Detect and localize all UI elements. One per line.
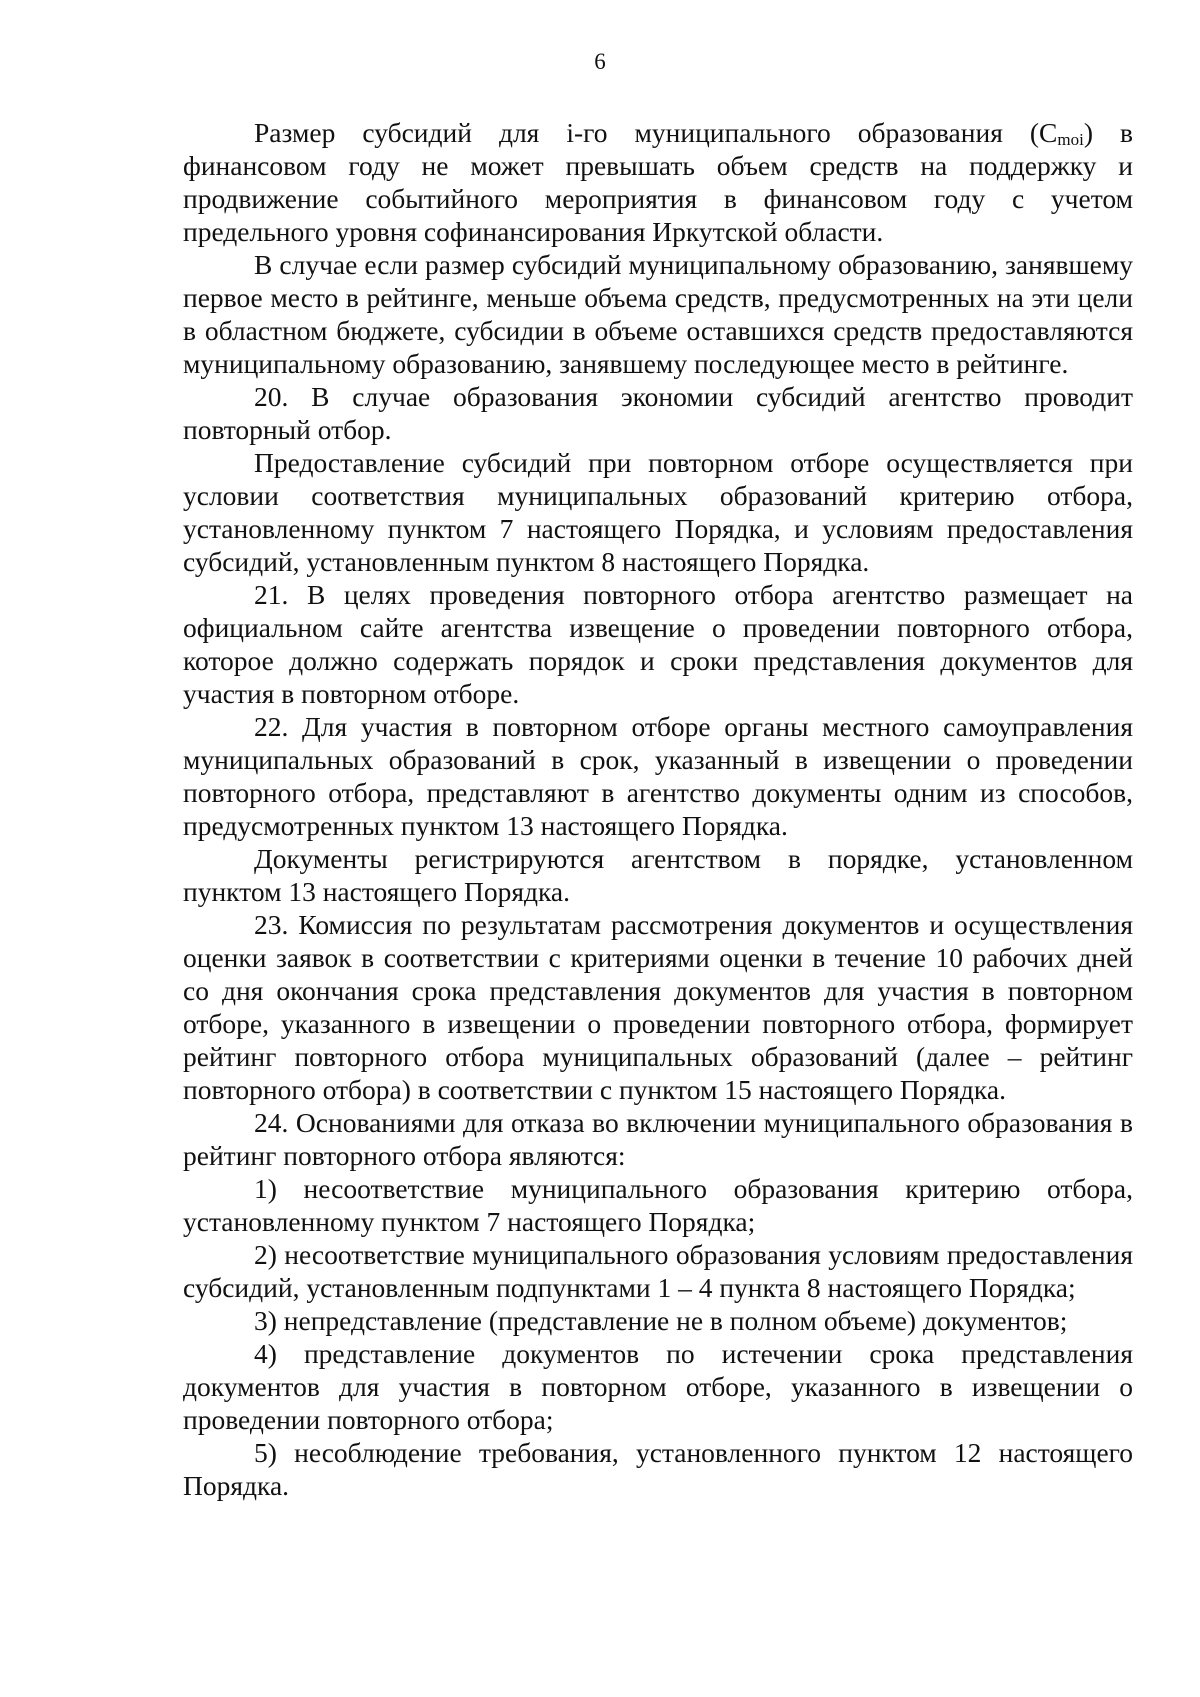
paragraph-item-20: 20. В случае образования экономии субсидий агентство проводит повторный отбор. (183, 381, 1133, 445)
list-item-5: 5) несоблюдение требования, установленного пунктом 12 настоящего Порядка. (183, 1437, 1133, 1501)
list-item-4: 4) представление документов по истечении срока представления документов для участия в повторном отборе, указанного в извещении о проведении повторного отбора; (183, 1338, 1133, 1435)
paragraph-item-23: 23. Комиссия по результатам рассмотрения документов и осуществления оценки заявок в соответствии с критериями оценки в течение 10 рабочих дней со дня окончания срока представления документов для участия в повторном отборе, указанного в извещении о проведении повторного отбора, формирует рейтинг повторного отбора муниципальных образований (далее – рейтинг повторного отбора) в соответствии с пунктом 15 настоящего Порядка. (183, 909, 1133, 1105)
document-body (183, 116, 1133, 1502)
paragraph-repeat-selection-conditions: Предоставление субсидий при повторном отборе осуществляется при условии соответствия муниципальных образований критерию отбора, установленному пунктом 7 настоящего Порядка, и условиям предоставления субсидий, установленным пунктом 8 настоящего Порядка. (183, 447, 1133, 577)
page-number: 6 (594, 49, 606, 74)
paragraph-text: ) в финансовом году не может превышать объем средств на поддержку и продвижение событийного мероприятия в финансовом году с учетом предельного уровня софинансирования Иркутской области. (183, 117, 1133, 247)
paragraph-subsidy-size (183, 116, 1133, 248)
subscript-moi: moi (1057, 130, 1084, 149)
paragraph-first-place: В случае если размер субсидий муниципальному образованию, занявшему первое место в рейтинге, меньше объема средств, предусмотренных на эти цели в областном бюджете, субсидии в объеме оставшихся средств предоставляются муниципальному образованию, занявшему последующее место в рейтинге. (183, 249, 1133, 379)
paragraph-text: Размер субсидий для i-го муниципального образования (С (254, 117, 1058, 148)
paragraph-item-22: 22. Для участия в повторном отборе органы местного самоуправления муниципальных образований в срок, указанный в извещении о проведении повторного отбора, представляют в агентство документы одним из способов, предусмотренных пунктом 13 настоящего Порядка. (183, 711, 1133, 841)
paragraph-documents-registration: Документы регистрируются агентством в порядке, установленном пунктом 13 настоящего Порядка. (183, 843, 1133, 907)
paragraph-item-24: 24. Основаниями для отказа во включении муниципального образования в рейтинг повторного отбора являются: (183, 1107, 1133, 1171)
list-item-3: 3) непредставление (представление не в полном объеме) документов; (254, 1305, 1068, 1336)
list-item-2: 2) несоответствие муниципального образования условиям предоставления субсидий, установленным подпунктами 1 – 4 пункта 8 настоящего Порядка; (183, 1239, 1133, 1303)
list-item-1: 1) несоответствие муниципального образования критерию отбора, установленному пунктом 7 настоящего Порядка; (183, 1173, 1133, 1237)
paragraph-item-21: 21. В целях проведения повторного отбора агентство размещает на официальном сайте агентства извещение о проведении повторного отбора, которое должно содержать порядок и сроки представления документов для участия в повторном отборе. (183, 579, 1133, 709)
